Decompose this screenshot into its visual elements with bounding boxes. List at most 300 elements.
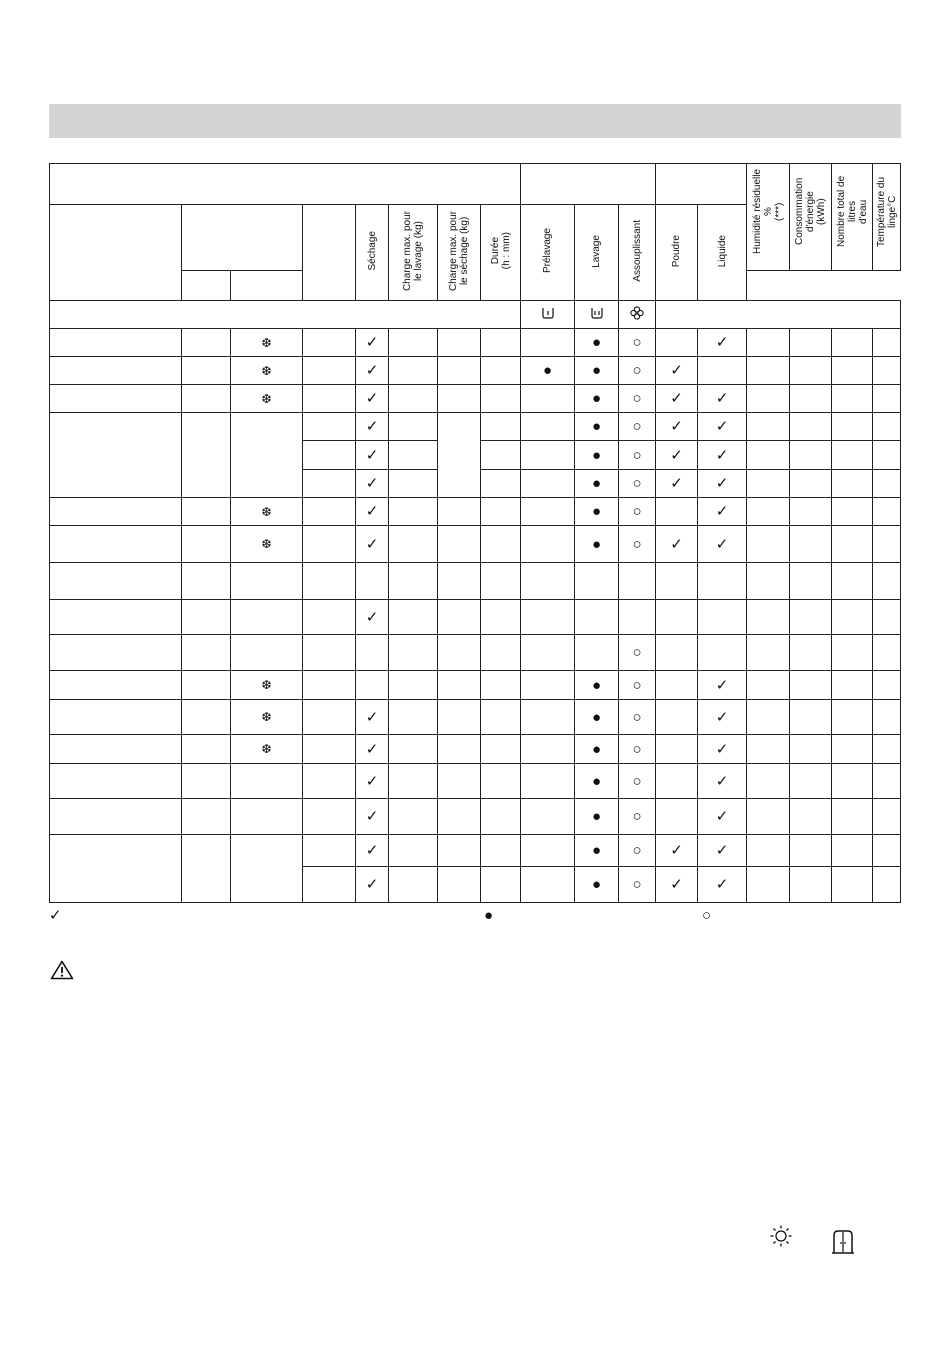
liquid-cell-mark: ✓ (715, 418, 729, 435)
water-cell (832, 867, 873, 903)
laundry-temp-cell (873, 799, 901, 835)
speed-cell (303, 498, 356, 526)
wash-compartment-icon (590, 307, 604, 319)
humidity-cell (747, 329, 790, 357)
powder-cell (656, 700, 698, 735)
energy-cell (790, 526, 832, 563)
duration-cell (481, 413, 521, 441)
duration-cell (481, 357, 521, 385)
option-cell (231, 413, 303, 498)
programme-name-cell (50, 498, 182, 526)
drying-cell-mark: ✓ (365, 418, 379, 435)
liquid-cell (698, 799, 747, 835)
laundry-temp-cell (873, 735, 901, 764)
softener-cell-mark: ○ (632, 676, 642, 694)
option-cell-mark: ❆ (261, 504, 272, 519)
powder-cell (656, 329, 698, 357)
drying-cell-mark: ✓ (365, 740, 379, 758)
duration-cell (481, 671, 521, 700)
speed-cell (303, 735, 356, 764)
energy-cell (790, 441, 832, 470)
water-cell (832, 441, 873, 470)
liquid-cell-mark: ✓ (715, 876, 729, 893)
table-row (50, 700, 901, 735)
drying-cell-mark: ✓ (365, 362, 379, 379)
legend-check-icon: ✓ (49, 907, 62, 924)
table-row (50, 600, 901, 635)
header-label: Nombre total de litres d'eau (835, 175, 869, 248)
wash-load-cell (389, 635, 438, 671)
drying-cell-mark: ✓ (365, 475, 379, 492)
laundry-temp-cell (873, 563, 901, 600)
option-cell-mark: ❆ (261, 391, 272, 406)
drying-cell (356, 700, 389, 735)
water-cell (832, 671, 873, 700)
wash-cell (575, 799, 619, 835)
liquid-cell (698, 470, 747, 498)
temperature-cell (182, 563, 231, 600)
header-poudre (656, 205, 698, 301)
humidity-cell (747, 413, 790, 441)
wash-cell (575, 498, 619, 526)
prewash-cell (521, 735, 575, 764)
table-row (50, 526, 901, 563)
wash-cell-mark: ● (591, 390, 602, 407)
energy-cell (790, 600, 832, 635)
liquid-cell-mark: ✓ (715, 503, 729, 520)
liquid-cell (698, 441, 747, 470)
laundry-temp-cell (873, 764, 901, 799)
header-litres (832, 164, 873, 271)
speed-cell (303, 470, 356, 498)
header-sechage (356, 205, 389, 301)
drying-cell (356, 329, 389, 357)
drying-cell (356, 867, 389, 903)
wash-cell (575, 357, 619, 385)
header-label: Séchage (366, 231, 378, 271)
programme-name-cell (50, 735, 182, 764)
prewash-cell (521, 764, 575, 799)
drying-cell-mark: ✓ (365, 390, 379, 407)
wash-load-cell (389, 470, 438, 498)
duration-cell (481, 835, 521, 867)
energy-cell (790, 563, 832, 600)
liquid-cell (698, 329, 747, 357)
dry-load-cell (438, 563, 481, 600)
softener-cell-mark: ○ (632, 446, 642, 464)
laundry-temp-cell (873, 385, 901, 413)
duration-cell (481, 470, 521, 498)
option-cell (231, 563, 303, 600)
dry-load-cell (438, 764, 481, 799)
header-label: Prélavage (542, 228, 553, 274)
water-cell (832, 764, 873, 799)
dry-load-cell (438, 867, 481, 903)
water-cell (832, 357, 873, 385)
table-row (50, 357, 901, 385)
humidity-cell (747, 799, 790, 835)
programme-name-cell (50, 526, 182, 563)
speed-cell (303, 329, 356, 357)
header-liquide (698, 205, 747, 301)
duration-cell (481, 635, 521, 671)
table-row (50, 563, 901, 600)
table-row (50, 385, 901, 413)
powder-cell (656, 671, 698, 700)
softener-compartment-cell (619, 301, 656, 329)
powder-cell (656, 526, 698, 563)
header-assouplissant (619, 205, 656, 301)
softener-cell (619, 635, 656, 671)
wash-load-cell (389, 700, 438, 735)
option-cell (231, 835, 303, 903)
energy-cell (790, 498, 832, 526)
table-row (50, 764, 901, 799)
prewash-cell (521, 799, 575, 835)
humidity-cell (747, 671, 790, 700)
wash-load-cell (389, 600, 438, 635)
humidity-cell (747, 385, 790, 413)
header-label: Assouplissant (631, 220, 643, 282)
humidity-cell (747, 635, 790, 671)
dry-load-cell (438, 357, 481, 385)
header-cell (182, 205, 303, 271)
prewash-cell (521, 563, 575, 600)
liquid-cell-mark: ✓ (715, 676, 729, 694)
prewash-cell (521, 835, 575, 867)
water-cell (832, 385, 873, 413)
laundry-temp-cell (873, 835, 901, 867)
wash-load-cell (389, 526, 438, 563)
speed-cell (303, 867, 356, 903)
wash-cell-mark: ● (591, 676, 602, 694)
wash-cell-mark: ● (591, 772, 602, 790)
table-row (50, 635, 901, 671)
drying-cell (356, 441, 389, 470)
wash-cell-mark: ● (591, 362, 602, 379)
humidity-cell (747, 526, 790, 563)
header-prelavage (521, 205, 575, 301)
option-cell (231, 329, 303, 357)
wash-cell-mark: ● (591, 842, 602, 859)
table-row (50, 671, 901, 700)
programme-name-cell (50, 764, 182, 799)
liquid-cell (698, 867, 747, 903)
header-charge-lavage (389, 205, 438, 301)
powder-cell-mark: ✓ (670, 876, 683, 893)
softener-cell (619, 735, 656, 764)
water-cell (832, 413, 873, 441)
speed-cell (303, 671, 356, 700)
softener-cell (619, 563, 656, 600)
prewash-cell (521, 413, 575, 441)
prewash-cell (521, 867, 575, 903)
prewash-cell (521, 357, 575, 385)
programme-name-cell (50, 700, 182, 735)
powder-cell-mark: ✓ (670, 475, 683, 492)
liquid-cell-mark: ✓ (715, 842, 729, 859)
softener-cell (619, 835, 656, 867)
humidity-cell (747, 735, 790, 764)
powder-cell (656, 498, 698, 526)
powder-cell-mark: ✓ (670, 362, 683, 379)
dry-load-cell (438, 600, 481, 635)
wash-cell-mark: ● (591, 334, 602, 351)
softener-cell-mark: ○ (632, 708, 642, 726)
powder-cell-mark: ✓ (670, 842, 683, 859)
softener-cell-mark: ○ (632, 334, 642, 351)
header-temperature (873, 164, 901, 271)
option-cell-mark: ❆ (261, 742, 272, 756)
temperature-cell (182, 413, 231, 498)
softener-cell (619, 526, 656, 563)
option-cell (231, 764, 303, 799)
wash-cell-mark: ● (591, 446, 602, 464)
wash-load-cell (389, 799, 438, 835)
option-cell-mark: ❆ (261, 537, 272, 551)
temperature-cell (182, 735, 231, 764)
water-cell (832, 498, 873, 526)
powder-cell (656, 867, 698, 903)
wash-load-cell (389, 835, 438, 867)
liquid-cell (698, 498, 747, 526)
header-label: Durée (h : mm) (489, 232, 512, 270)
header-cell (521, 164, 656, 205)
laundry-temp-cell (873, 600, 901, 635)
option-cell-mark: ❆ (261, 678, 272, 692)
wash-cell (575, 671, 619, 700)
programme-name-cell (50, 671, 182, 700)
drying-cell-mark: ✓ (365, 708, 379, 726)
energy-cell (790, 413, 832, 441)
drying-cell-mark: ✓ (365, 535, 379, 553)
drying-cell (356, 526, 389, 563)
drying-cell (356, 764, 389, 799)
water-cell (832, 735, 873, 764)
softener-cell-mark: ○ (632, 876, 642, 893)
humidity-cell (747, 835, 790, 867)
water-cell (832, 470, 873, 498)
drying-cell (356, 385, 389, 413)
softener-cell-mark: ○ (632, 772, 642, 790)
wash-compartment-cell (575, 301, 619, 329)
liquid-cell-mark: ✓ (715, 390, 729, 407)
legend-empty-circle-icon: ○ (702, 907, 712, 924)
drying-cell (356, 498, 389, 526)
prewash-cell (521, 526, 575, 563)
softener-cell (619, 867, 656, 903)
softener-cell (619, 671, 656, 700)
option-cell (231, 600, 303, 635)
drying-cell (356, 563, 389, 600)
water-cell (832, 799, 873, 835)
energy-cell (790, 764, 832, 799)
drying-cell-mark: ✓ (365, 334, 379, 351)
programme-name-cell (50, 413, 182, 498)
drying-cell-mark: ✓ (365, 503, 379, 520)
laundry-temp-cell (873, 700, 901, 735)
table-row (50, 735, 901, 764)
table-row (50, 799, 901, 835)
section-header-bar (49, 104, 901, 138)
header-label: Lavage (591, 234, 602, 268)
liquid-cell (698, 385, 747, 413)
option-cell-mark: ❆ (261, 335, 272, 350)
duration-cell (481, 735, 521, 764)
wash-cell (575, 867, 619, 903)
softener-cell (619, 600, 656, 635)
powder-cell (656, 835, 698, 867)
programme-name-cell (50, 329, 182, 357)
temperature-cell (182, 671, 231, 700)
duration-cell (481, 764, 521, 799)
softener-cell (619, 700, 656, 735)
softener-cell-mark: ○ (632, 842, 642, 859)
prewash-cell (521, 700, 575, 735)
header-cell (303, 205, 356, 301)
drying-cell (356, 635, 389, 671)
dry-load-cell (438, 329, 481, 357)
wash-cell-mark: ● (591, 808, 602, 825)
temperature-cell (182, 835, 231, 903)
softener-cell-mark: ○ (632, 475, 642, 492)
header-label: Charge max. pour le lavage (kg) (402, 210, 424, 292)
programme-name-cell (50, 385, 182, 413)
sun-icon (770, 1225, 792, 1247)
humidity-cell (747, 563, 790, 600)
wash-load-cell (389, 671, 438, 700)
powder-cell (656, 799, 698, 835)
wash-cell (575, 600, 619, 635)
humidity-cell (747, 700, 790, 735)
softener-cell (619, 413, 656, 441)
softener-cell (619, 329, 656, 357)
programme-name-cell (50, 835, 182, 903)
prewash-compartment-icon (541, 307, 555, 319)
drying-cell (356, 357, 389, 385)
liquid-cell (698, 700, 747, 735)
header-label: Liquide (716, 234, 728, 268)
softener-cell (619, 357, 656, 385)
powder-cell (656, 764, 698, 799)
softener-cell-mark: ○ (632, 503, 642, 520)
duration-cell (481, 526, 521, 563)
energy-cell (790, 470, 832, 498)
powder-cell (656, 635, 698, 671)
humidity-cell (747, 357, 790, 385)
humidity-cell (747, 441, 790, 470)
temperature-cell (182, 799, 231, 835)
header-label: Charge max. pour le séchage (kg) (448, 210, 470, 292)
powder-cell-mark: ✓ (670, 535, 683, 553)
wash-cell-mark: ● (591, 708, 602, 726)
prewash-cell (521, 498, 575, 526)
energy-cell (790, 385, 832, 413)
option-cell (231, 671, 303, 700)
option-cell (231, 799, 303, 835)
dry-load-cell (438, 700, 481, 735)
duration-cell (481, 498, 521, 526)
header-consommation (790, 164, 832, 271)
header-label: Poudre (671, 234, 682, 268)
temperature-cell (182, 764, 231, 799)
liquid-cell-mark: ✓ (715, 334, 729, 351)
energy-cell (790, 329, 832, 357)
powder-cell (656, 413, 698, 441)
wash-cell-mark: ● (591, 535, 602, 553)
softener-cell-mark: ○ (632, 390, 642, 407)
drying-cell-mark: ✓ (365, 876, 379, 893)
wash-cell (575, 735, 619, 764)
programme-name-cell (50, 563, 182, 600)
drying-cell-mark: ✓ (365, 446, 379, 464)
softener-cell (619, 498, 656, 526)
table-row (50, 835, 901, 867)
energy-cell (790, 867, 832, 903)
header-label: Consommation d'énergie (kWh) (794, 177, 827, 246)
wash-cell (575, 441, 619, 470)
liquid-cell (698, 357, 747, 385)
water-cell (832, 835, 873, 867)
option-cell (231, 385, 303, 413)
programme-table (49, 163, 901, 903)
wash-load-cell (389, 329, 438, 357)
wash-load-cell (389, 563, 438, 600)
powder-cell-mark: ✓ (670, 418, 683, 435)
speed-cell (303, 635, 356, 671)
dry-load-cell (438, 671, 481, 700)
duration-cell (481, 441, 521, 470)
laundry-temp-cell (873, 635, 901, 671)
humidity-cell (747, 498, 790, 526)
wash-load-cell (389, 867, 438, 903)
wash-cell (575, 764, 619, 799)
option-cell (231, 700, 303, 735)
header-duree (481, 205, 521, 301)
liquid-cell-mark: ✓ (715, 475, 729, 492)
temperature-cell (182, 600, 231, 635)
softener-cell (619, 385, 656, 413)
wash-cell-mark: ● (591, 475, 602, 492)
liquid-cell (698, 764, 747, 799)
powder-cell (656, 357, 698, 385)
prewash-cell (521, 635, 575, 671)
header-label: Température du linge°C (875, 176, 898, 247)
softener-cell-mark: ○ (632, 418, 642, 435)
wash-load-cell (389, 385, 438, 413)
option-cell (231, 635, 303, 671)
drying-cell (356, 413, 389, 441)
liquid-cell-mark: ✓ (715, 708, 729, 726)
wash-cell (575, 835, 619, 867)
speed-cell (303, 413, 356, 441)
wash-cell (575, 700, 619, 735)
wash-cell (575, 413, 619, 441)
water-cell (832, 700, 873, 735)
drying-cell-mark: ✓ (365, 608, 379, 626)
energy-cell (790, 357, 832, 385)
liquid-cell (698, 835, 747, 867)
programme-name-cell (50, 799, 182, 835)
drying-cell (356, 735, 389, 764)
drying-cell (356, 600, 389, 635)
header-cell (50, 164, 521, 205)
table-row (50, 329, 901, 357)
softener-cell-mark: ○ (632, 644, 642, 661)
energy-cell (790, 700, 832, 735)
liquid-cell-mark: ✓ (715, 772, 729, 790)
drying-cell (356, 470, 389, 498)
